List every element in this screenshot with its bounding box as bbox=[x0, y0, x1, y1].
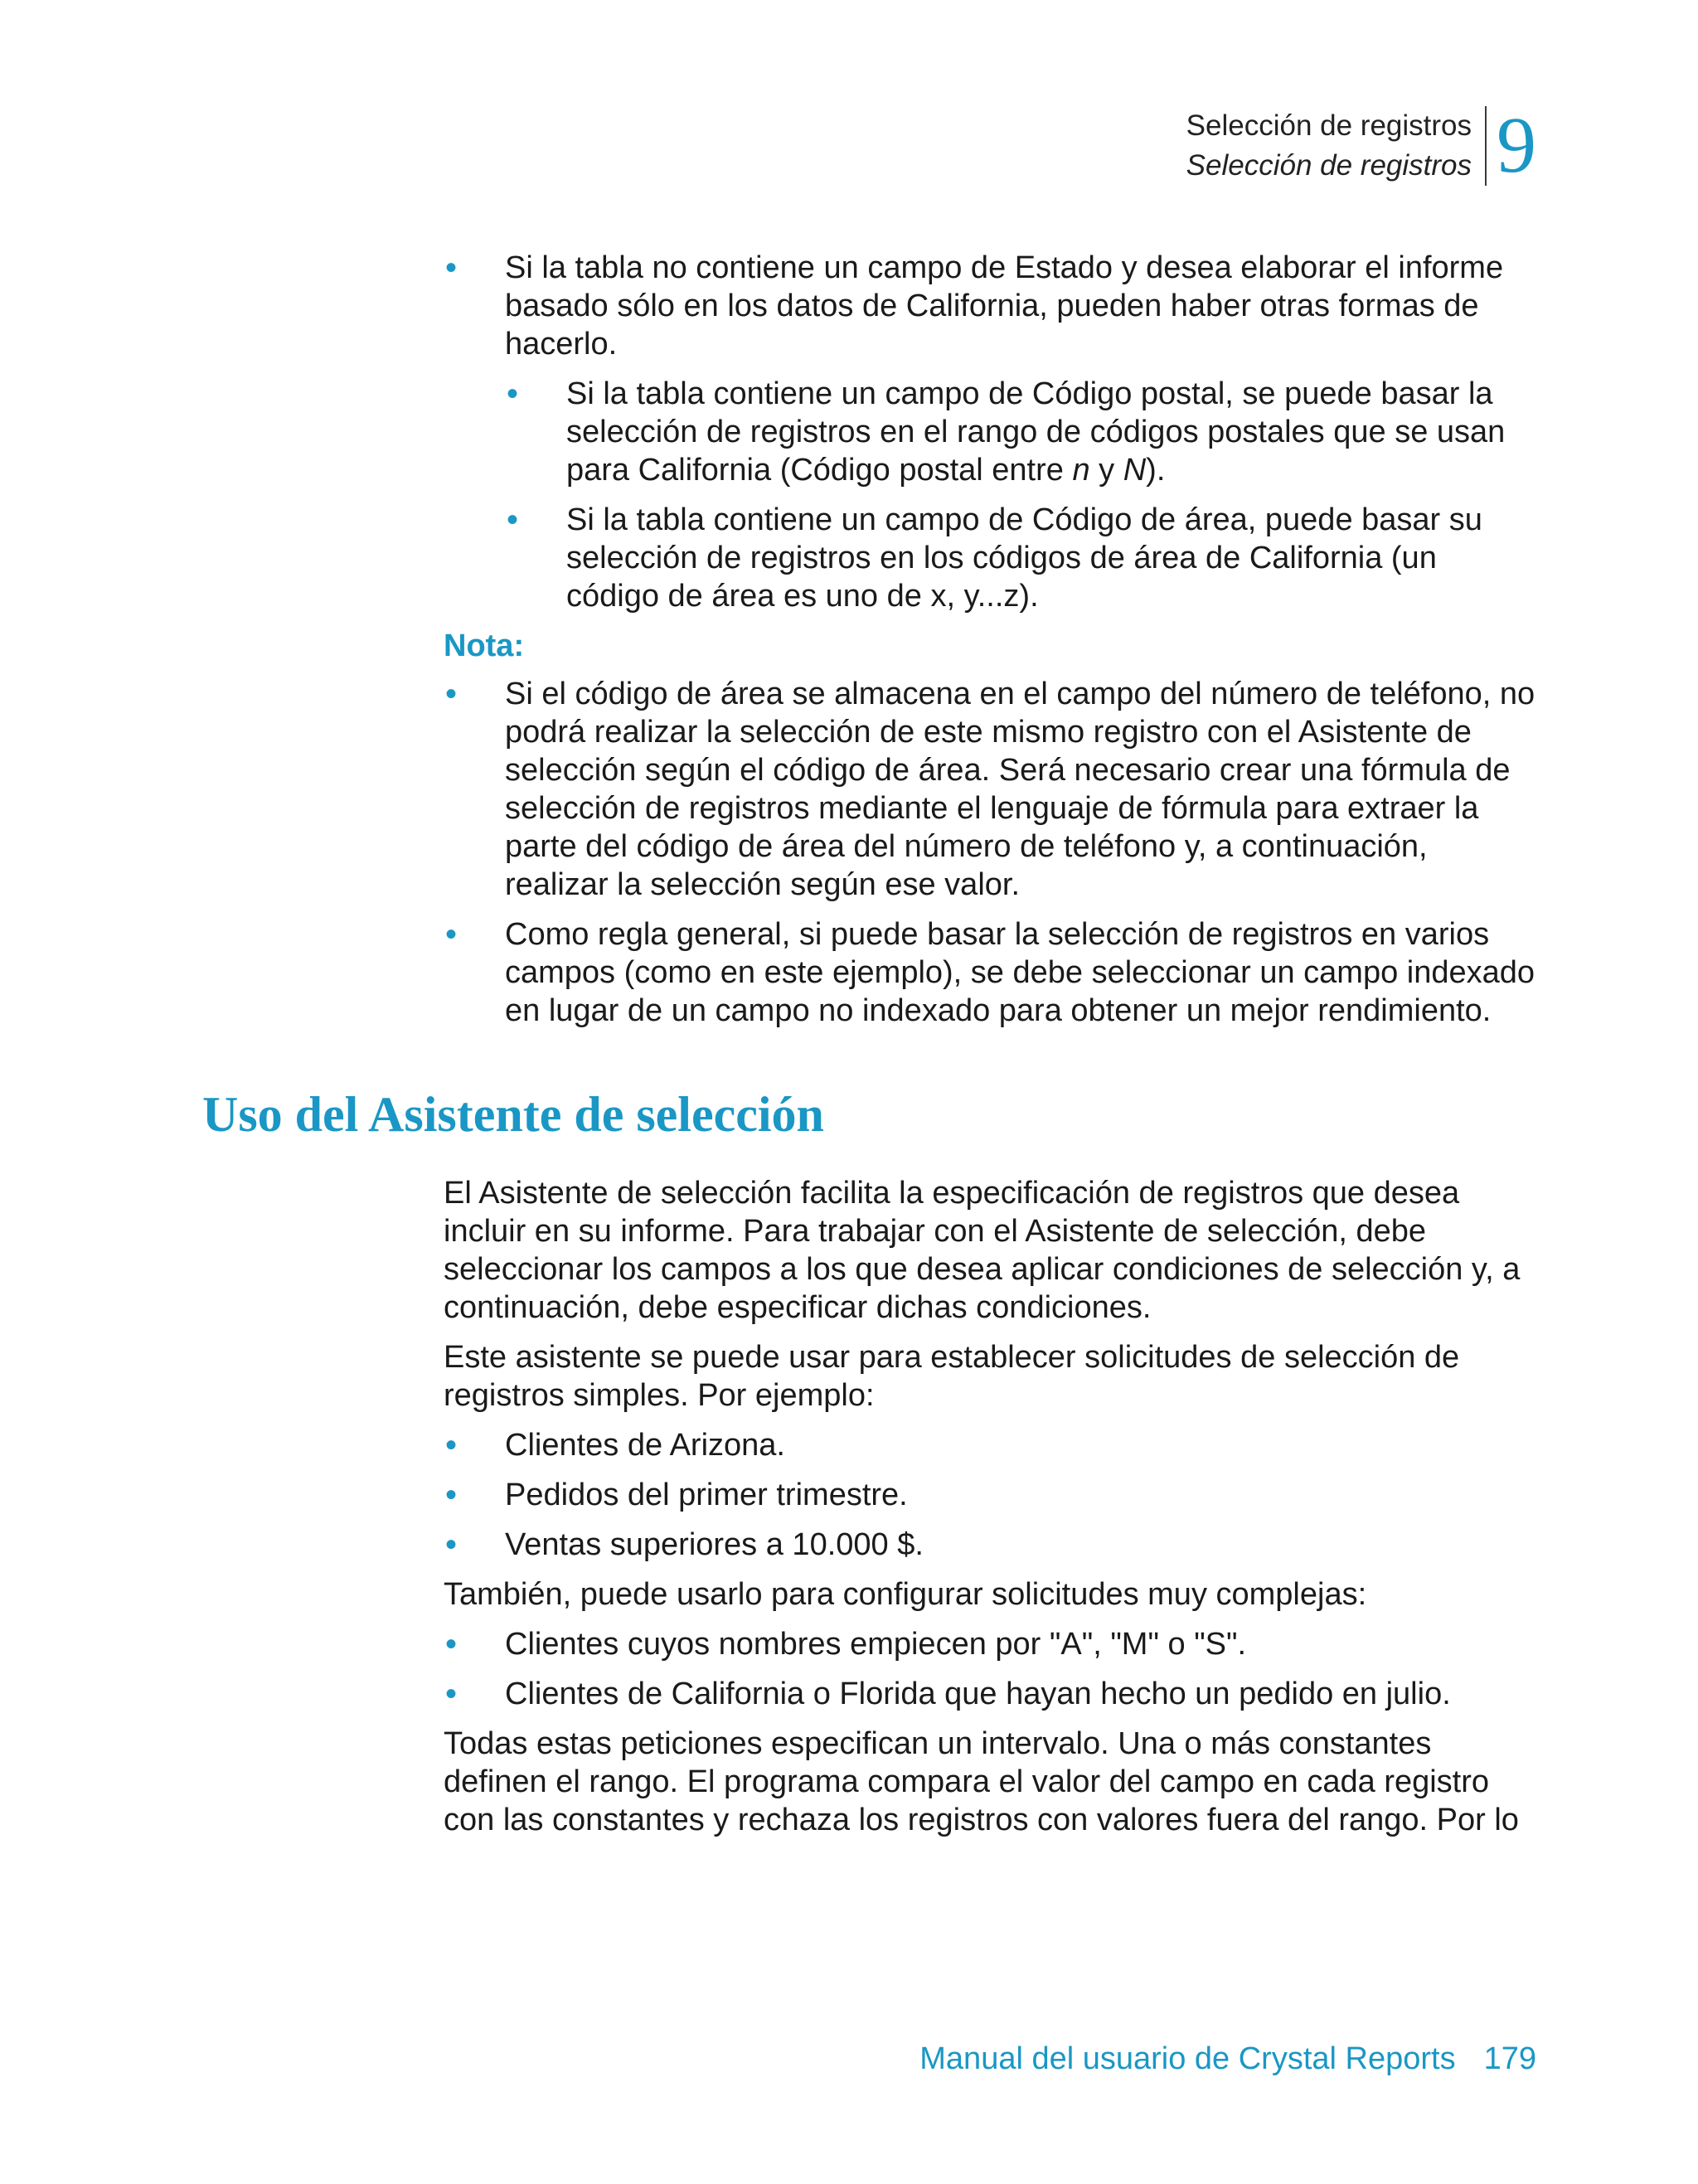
bullet-icon: • bbox=[445, 250, 458, 286]
paragraph: Este asistente se puede usar para establecer solicitudes de selección de registros simples. Por ejemplo: bbox=[444, 1340, 1460, 1413]
list-item-text: Clientes de Arizona. bbox=[505, 1428, 785, 1463]
footer-title: Manual del usuario de Crystal Reports bbox=[919, 2041, 1456, 2076]
list-item-text: Pedidos del primer trimestre. bbox=[505, 1478, 908, 1512]
header-text bbox=[1186, 106, 1487, 186]
page-footer bbox=[919, 2041, 1536, 2077]
bullet-icon: • bbox=[445, 1477, 458, 1513]
bullet-icon: • bbox=[507, 502, 519, 538]
bullet-icon: • bbox=[445, 676, 458, 712]
paragraph: También, puede usarlo para configurar solicitudes muy complejas: bbox=[444, 1577, 1367, 1612]
paragraph: Todas estas peticiones especifican un intervalo. Una o más constantes definen el rango. El programa compara el valor del campo en cada registro con las constantes y rechaza los registros con valores fuera del rango. Por lo bbox=[444, 1726, 1519, 1837]
sub-list-item bbox=[505, 375, 1538, 489]
list-item-text: Ventas superiores a 10.000 $. bbox=[505, 1527, 924, 1562]
bullet-icon: • bbox=[445, 1427, 458, 1463]
list-item bbox=[444, 1625, 1538, 1663]
bullet-icon: • bbox=[507, 376, 519, 412]
paragraph: El Asistente de selección facilita la especificación de registros que desea incluir en su informe. Para trabajar con el Asistente de selección, debe seleccionar los campos a los que desea aplicar condiciones de selección y, a continuación, debe especificar dichas condiciones. bbox=[444, 1176, 1521, 1325]
list-item-text: Si la tabla contiene un campo de Código de área, puede basar su selección de registros en los códigos de área de California (un código de área es uno de x, y...z). bbox=[566, 502, 1482, 614]
list-item bbox=[444, 1675, 1538, 1713]
header-title: Selección de registros bbox=[1186, 109, 1472, 142]
bullet-icon: • bbox=[445, 1626, 458, 1662]
note-list-item bbox=[444, 675, 1538, 904]
note-label: Nota: bbox=[444, 629, 525, 663]
list-item-text: Clientes de California o Florida que hayan hecho un pedido en julio. bbox=[505, 1677, 1451, 1711]
list-item bbox=[444, 1476, 1538, 1514]
list-item-text: Si la tabla contiene un campo de Código postal, se puede basar la selección de registros en el rango de códigos postales que se usan para California (Código postal entre n y N). bbox=[566, 376, 1506, 488]
bullet-icon: • bbox=[445, 1676, 458, 1712]
list-item bbox=[444, 1426, 1538, 1464]
sub-list-item bbox=[505, 501, 1538, 615]
list-item bbox=[444, 1526, 1538, 1564]
bullet-icon: • bbox=[445, 916, 458, 953]
list-item-text: Como regla general, si puede basar la selección de registros en varios campos (como en este ejemplo), se debe seleccionar un campo indexado en lugar de un campo no indexado para obtener un mejor rendimiento. bbox=[505, 917, 1535, 1028]
list-item-text: Clientes cuyos nombres empiecen por "A", "M" o "S". bbox=[505, 1627, 1247, 1662]
note-list-item bbox=[444, 915, 1538, 1030]
running-header bbox=[1186, 100, 1536, 189]
page-number: 179 bbox=[1483, 2041, 1536, 2076]
header-subtitle: Selección de registros bbox=[1186, 149, 1472, 182]
list-item-text: Si el código de área se almacena en el campo del número de teléfono, no podrá realizar la selección de este mismo registro con el Asistente de selección según el código de área. Será necesario crear una fórmula de selección de registros mediante el lenguaje de fórmula para extraer la parte del código de área del número de teléfono y, a continuación, realizar la selección según ese valor. bbox=[505, 677, 1535, 902]
list-item bbox=[444, 249, 1538, 363]
section-heading: Uso del Asistente de selección bbox=[202, 1087, 824, 1142]
section-content bbox=[444, 1174, 1538, 1851]
bullet-icon: • bbox=[445, 1526, 458, 1563]
top-content bbox=[444, 249, 1538, 1041]
list-item-text: Si la tabla no contiene un campo de Estado y desea elaborar el informe basado sólo en los datos de California, pueden haber otras formas de hacerlo. bbox=[505, 250, 1504, 362]
chapter-number: 9 bbox=[1497, 100, 1536, 189]
